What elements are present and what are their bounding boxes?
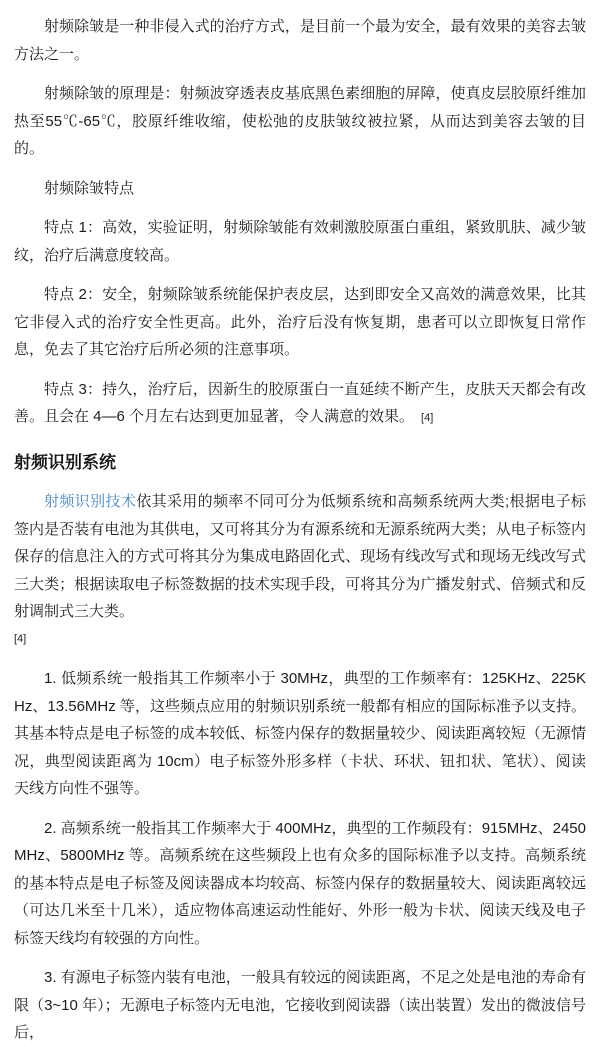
paragraph-high-frequency-systems: 2. 高频系统一般指其工作频率大于 400MHz，典型的工作频段有：915MHz、2450MHz、5800MHz 等。高频系统在这些频段上也有众多的国际标准予以支持。高频系统的基本特点是电子标签及阅读器成本均较高、标签内保存的数据量较大、阅读距离较远（可达几米至十几米），适应物体高速运动性能好、外形一般为卡状、阅读天线及电子标签天线均有较强的方向性。 [14, 819, 586, 947]
paragraph-active-passive-tags: 3. 有源电子标签内装有电池，一般具有较远的阅读距离，不足之处是电池的寿命有限（3~10 年）；无源电子标签内无电池，它接收到阅读器（读出装置）发出的微波信号后， [14, 969, 586, 1041]
section-heading-rfid-system: 射频识别系统 [14, 452, 116, 472]
paragraph-feature-3 [14, 376, 586, 433]
paragraph-rf-features-title: 射频除皱特点 [44, 179, 135, 197]
citation-4-marker-standalone: [4] [14, 632, 27, 645]
paragraph-rf-intro: 射频除皱是一种非侵入式的治疗方式，是目前一个最为安全，最有效果的美容去皱方法之一。 [14, 18, 586, 63]
feature-3-text: 特点 3：持久，治疗后，因新生的胶原蛋白一直延续不断产生，皮肤天天都会有改善。且会在 4—6 个月左右达到更加显著，令人满意的效果。 [14, 380, 586, 425]
paragraph-feature-2: 特点 2：安全，射频除皱系统能保护表皮层，达到即安全又高效的满意效果，比其它非侵入式的治疗安全性更高。此外，治疗后没有恢复期，患者可以立即恢复日常作息，免去了其它治疗后所必须的注意事项。 [14, 286, 586, 358]
citation-4-marker: [4] [421, 412, 434, 424]
rfid-classification-text: 依其采用的频率不同可分为低频系统和高频系统两大类;根据电子标签内是否装有电池为其供电，又可将其分为有源系统和无源系统两大类；从电子标签内保存的信息注入的方式可将其分为集成电路固化式、现场有线改写式和现场无线改写式三大类；根据读取电子标签数据的技术实现手段，可将其分为广播发射式、倍频式和反射调制式三大类。 [14, 493, 586, 620]
paragraph-rf-principle: 射频除皱的原理是：射频波穿透表皮基底黑色素细胞的屏障，使真皮层胶原纤维加热至55℃-65℃，胶原纤维收缩，使松弛的皮肤皱纹被拉紧，从而达到美容去皱的目的。 [14, 85, 586, 157]
paragraph-rfid-classification [14, 488, 586, 653]
rfid-technology-link[interactable]: 射频识别技术 [44, 493, 137, 510]
paragraph-low-frequency-systems: 1. 低频系统一般指其工作频率小于 30MHz，典型的工作频率有：125KHz、225KHz、13.56MHz 等，这些频点应用的射频识别系统一般都有相应的国际标准予以支持。其基本特点是电子标签的成本较低、标签内保存的数据量较少、阅读距离较短（无源情况，典型阅读距离为 10cm）电子标签外形多样（卡状、环状、钮扣状、笔状）、阅读天线方向性不强等。 [14, 670, 586, 797]
paragraph-feature-1: 特点 1：高效，实验证明，射频除皱能有效刺激胶原蛋白重组，紧致肌肤、减少皱纹，治疗后满意度较高。 [14, 219, 586, 264]
